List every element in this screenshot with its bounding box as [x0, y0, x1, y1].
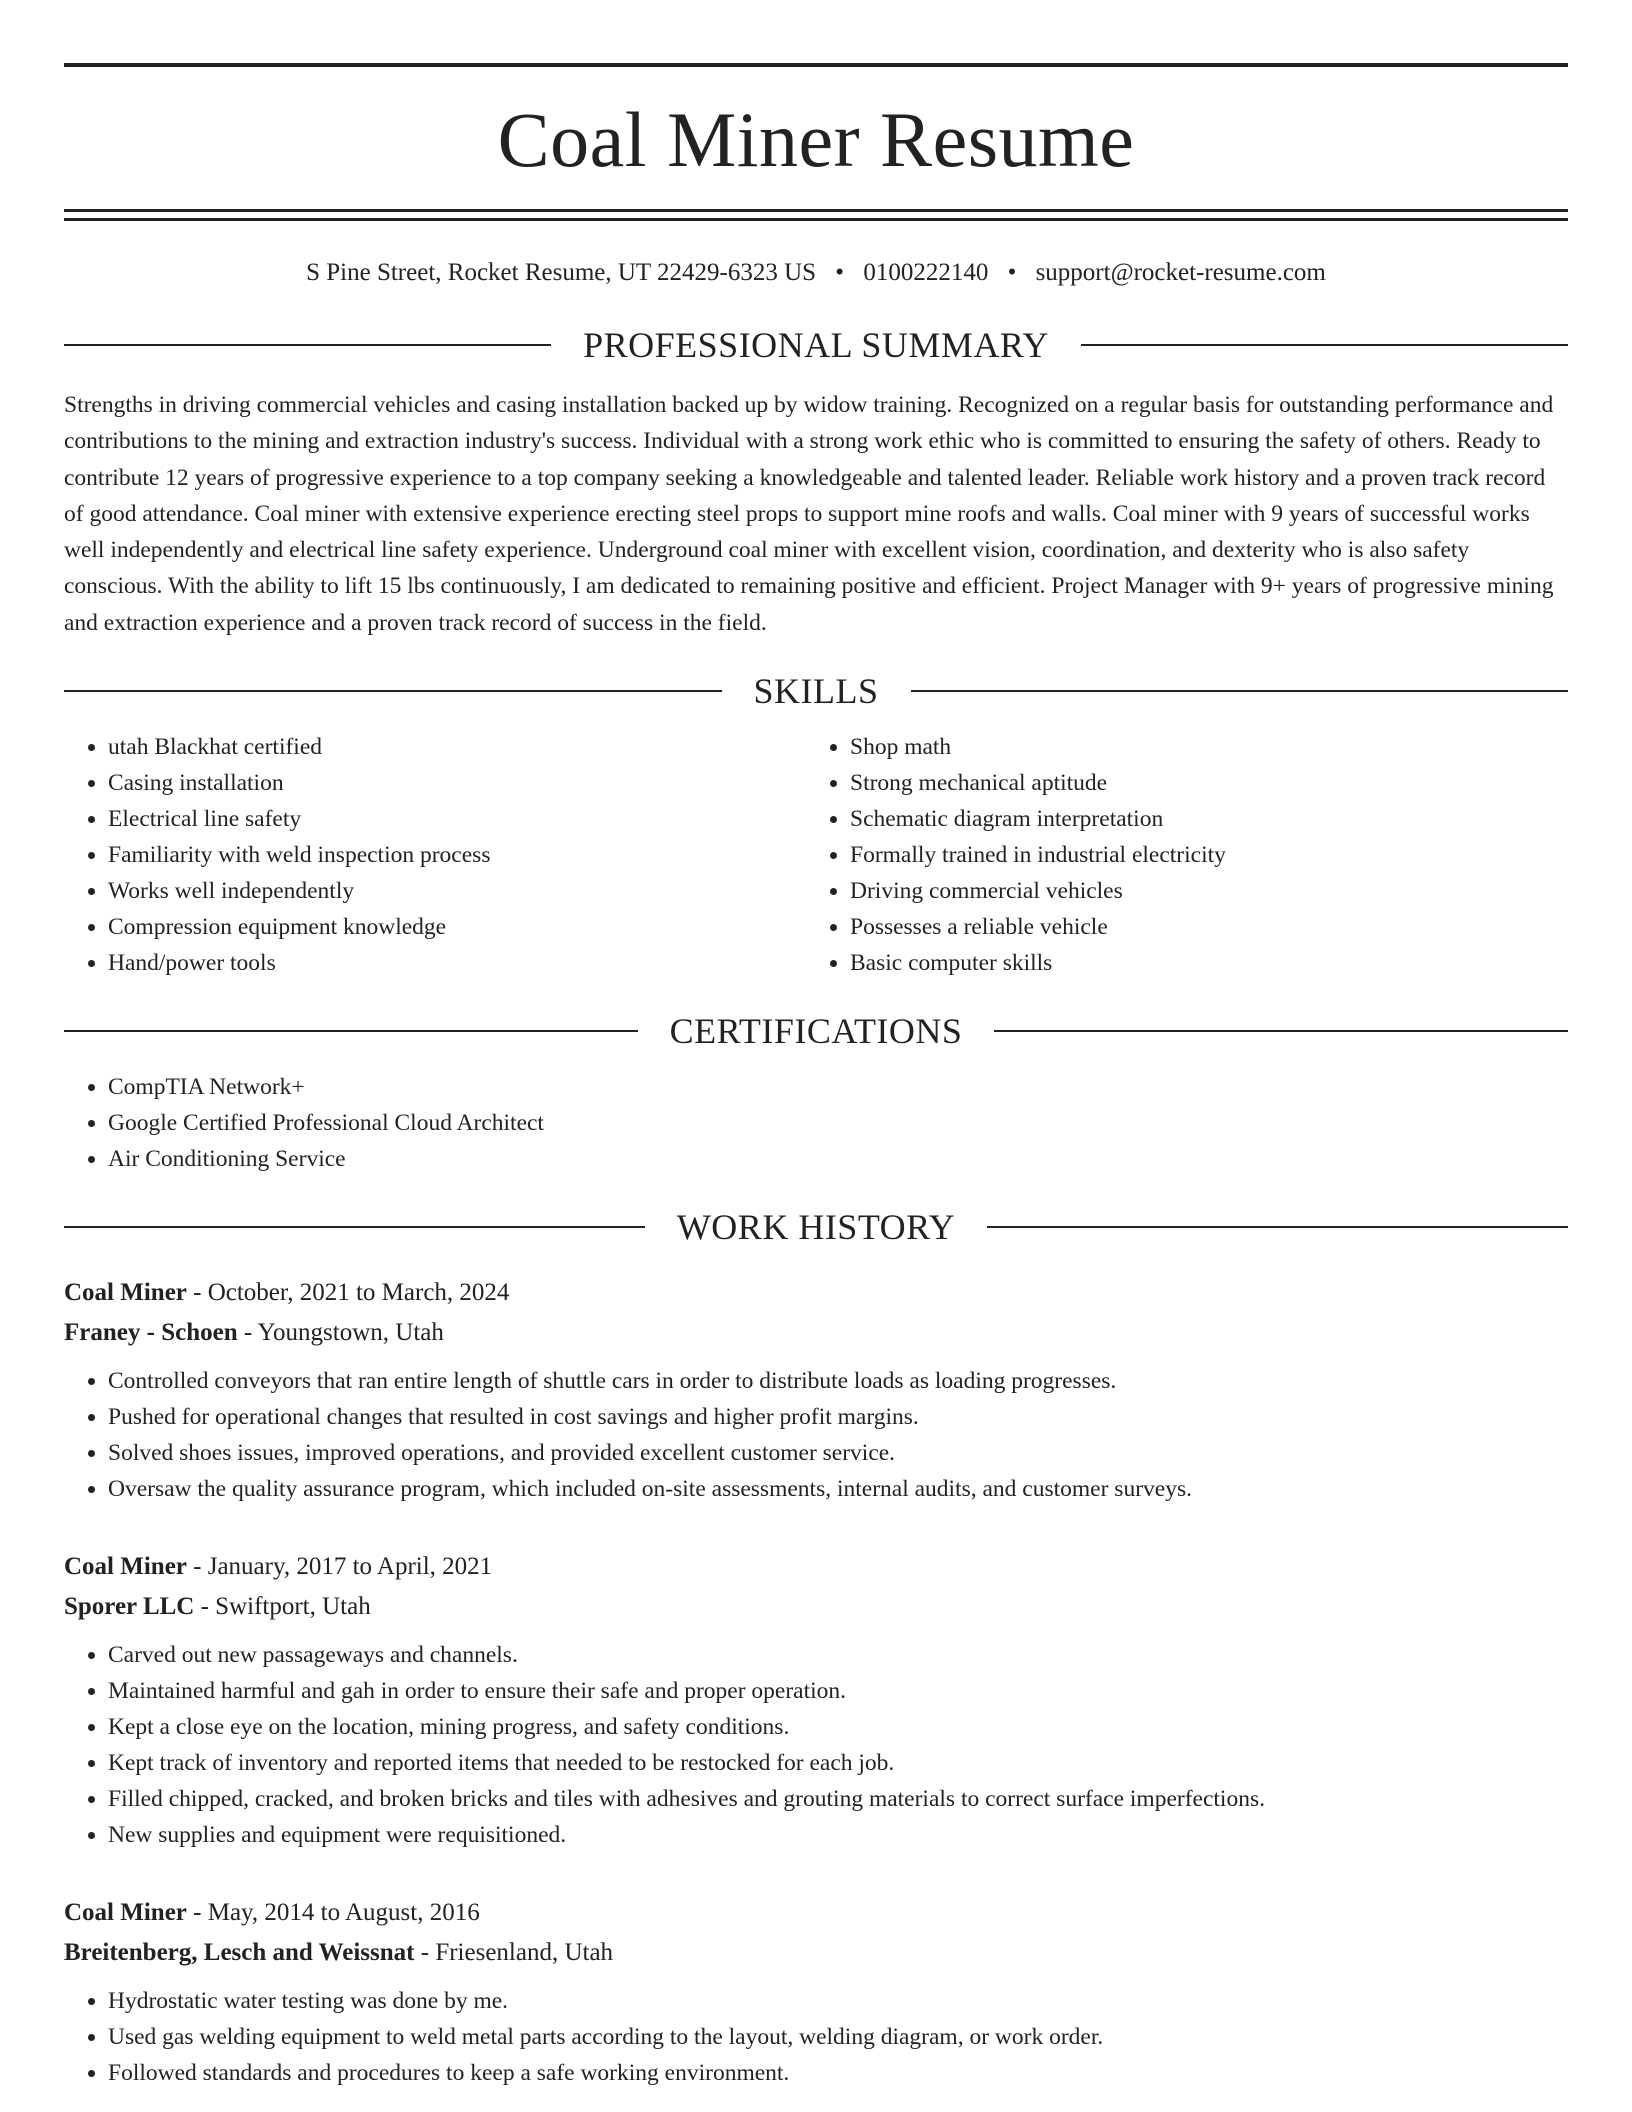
certification-item: • Air Conditioning Service: [108, 1141, 1568, 1177]
page-title: Coal Miner Resume: [497, 96, 1135, 183]
job-title: Coal Miner: [64, 1553, 187, 1581]
skills-section-header: [64, 671, 1568, 711]
skills-heading: SKILLS: [753, 671, 879, 712]
summary-heading: PROFESSIONAL SUMMARY: [583, 325, 1049, 365]
job-entry: [64, 1893, 1568, 2091]
skills-list-left: [64, 729, 806, 981]
job-duty-item: • Used gas welding equipment to weld metal parts according to the layout, welding diagram, or work order.: [108, 2019, 1568, 2055]
job-duty-item: • Followed standards and procedures to keep a safe working environment.: [108, 2055, 1568, 2091]
job-title: Coal Miner: [64, 1279, 187, 1307]
skill-item: • Shop math: [850, 729, 1548, 765]
job-duty-item: • Carved out new passageways and channels.: [108, 1637, 1568, 1673]
work-history-heading: WORK HISTORY: [676, 1207, 956, 1248]
skills-column-right: [806, 729, 1548, 981]
job-company: Franey - Schoen: [64, 1319, 238, 1347]
job-duty-item: • Controlled conveyors that ran entire length of shuttle cars in order to distribute loads as loading progresses.: [108, 1363, 1568, 1399]
job-entry: [64, 1273, 1568, 1507]
job-duty-item: • Kept track of inventory and reported items that needed to be restocked for each job.: [108, 1745, 1568, 1781]
job-title-line: [64, 1893, 1568, 1933]
job-company-line: [64, 1313, 1568, 1353]
job-company: Sporer LLC: [64, 1593, 195, 1621]
section-rule-left: [64, 1030, 638, 1032]
job-duties-list: [64, 1637, 1568, 1853]
section-rule-left: [64, 344, 551, 346]
skill-item: • Familiarity with weld inspection process: [108, 837, 806, 873]
skills-list-right: [806, 729, 1548, 981]
contact-line: [64, 257, 1568, 289]
job-title-line: [64, 1547, 1568, 1587]
job-duty-item: • Pushed for operational changes that resulted in cost savings and higher profit margins.: [108, 1399, 1568, 1435]
job-company: Breitenberg, Lesch and Weissnat: [64, 1939, 415, 1967]
certifications-block: [64, 1069, 1568, 1177]
section-rule-left: [64, 690, 722, 692]
skill-item: • Hand/power tools: [108, 945, 806, 981]
skill-item: • Works well independently: [108, 873, 806, 909]
section-rule-right: [911, 690, 1569, 692]
certifications-list: [64, 1069, 1568, 1177]
job-company-line: [64, 1587, 1568, 1627]
certification-item: • CompTIA Network+: [108, 1069, 1568, 1105]
contact-phone: 0100222140: [863, 259, 989, 286]
skill-item: • Driving commercial vehicles: [850, 873, 1548, 909]
job-company-line: [64, 1933, 1568, 1973]
job-dates: - May, 2014 to August, 2016: [186, 1899, 480, 1927]
contact-separator: •: [835, 259, 845, 286]
job-location: - Swiftport, Utah: [194, 1593, 371, 1621]
job-duties-list: [64, 1983, 1568, 2091]
job-dates: - January, 2017 to April, 2021: [186, 1553, 493, 1581]
skill-item: • Casing installation: [108, 765, 806, 801]
job-duty-item: • Kept a close eye on the location, mining progress, and safety conditions.: [108, 1709, 1568, 1745]
skill-item: • Formally trained in industrial electricity: [850, 837, 1548, 873]
summary-paragraph: Strengths in driving commercial vehicles and casing installation backed up by widow training. Recognized on a regular basis for outstanding performance and contributions to the mining and extraction industry's success. Individual with a strong work ethic who is committed to ensuring the safety of others. Ready to contribute 12 years of progressive experience to a top company seeking a knowledgeable and talented leader. Reliable work history and a proven track record of good attendance. Coal miner with extensive experience erecting steel props to support mine roofs and walls. Coal miner with 9 years of successful works well independently and electrical line safety experience. Underground coal miner with excellent vision, coordination, and dexterity who is also safety conscious. With the ability to lift 15 lbs continuously, I am dedicated to remaining positive and efficient. Project Manager with 9+ years of progressive mining and extraction experience and a proven track record of success in the field.: [64, 392, 1554, 636]
job-duty-item: • Maintained harmful and gah in order to ensure their safe and proper operation.: [108, 1673, 1568, 1709]
title-double-rule: [64, 209, 1568, 221]
section-rule-right: [987, 1226, 1568, 1228]
skills-column-left: [64, 729, 806, 981]
job-duty-item: • Hydrostatic water testing was done by me.: [108, 1983, 1568, 2019]
contact-email: support@rocket-resume.com: [1035, 259, 1326, 286]
skill-item: • Basic computer skills: [850, 945, 1548, 981]
skill-item: • Schematic diagram interpretation: [850, 801, 1548, 837]
job-duty-item: • Filled chipped, cracked, and broken bricks and tiles with adhesives and grouting materials to correct surface imperfections.: [108, 1781, 1568, 1817]
job-duty-item: • Oversaw the quality assurance program, which included on-site assessments, internal audits, and customer surveys.: [108, 1471, 1568, 1507]
skill-item: • Strong mechanical aptitude: [850, 765, 1548, 801]
job-title-line: [64, 1273, 1568, 1313]
top-rule: [64, 63, 1568, 67]
work-history-section-header: [64, 1207, 1568, 1247]
job-duty-item: • New supplies and equipment were requisitioned.: [108, 1817, 1568, 1853]
section-rule-left: [64, 1226, 645, 1228]
certifications-section-header: [64, 1011, 1568, 1051]
job-duties-list: [64, 1363, 1568, 1507]
section-rule-right: [994, 1030, 1568, 1032]
job-title: Coal Miner: [64, 1899, 187, 1927]
skills-grid: [64, 729, 1568, 981]
skill-item: • Possesses a reliable vehicle: [850, 909, 1548, 945]
summary-section-header: [64, 325, 1568, 365]
contact-address: S Pine Street, Rocket Resume, UT 22429-6323 US: [306, 259, 817, 286]
skill-item: • utah Blackhat certified: [108, 729, 806, 765]
job-location: - Youngstown, Utah: [237, 1319, 444, 1347]
certifications-heading: CERTIFICATIONS: [669, 1011, 963, 1052]
contact-separator: •: [1007, 259, 1017, 286]
skill-item: • Electrical line safety: [108, 801, 806, 837]
section-rule-right: [1081, 344, 1568, 346]
skill-item: • Compression equipment knowledge: [108, 909, 806, 945]
job-duty-item: • Solved shoes issues, improved operations, and provided excellent customer service.: [108, 1435, 1568, 1471]
job-entry: [64, 1547, 1568, 1853]
job-location: - Friesenland, Utah: [414, 1939, 614, 1967]
certification-item: • Google Certified Professional Cloud Architect: [108, 1105, 1568, 1141]
job-dates: - October, 2021 to March, 2024: [186, 1279, 510, 1307]
